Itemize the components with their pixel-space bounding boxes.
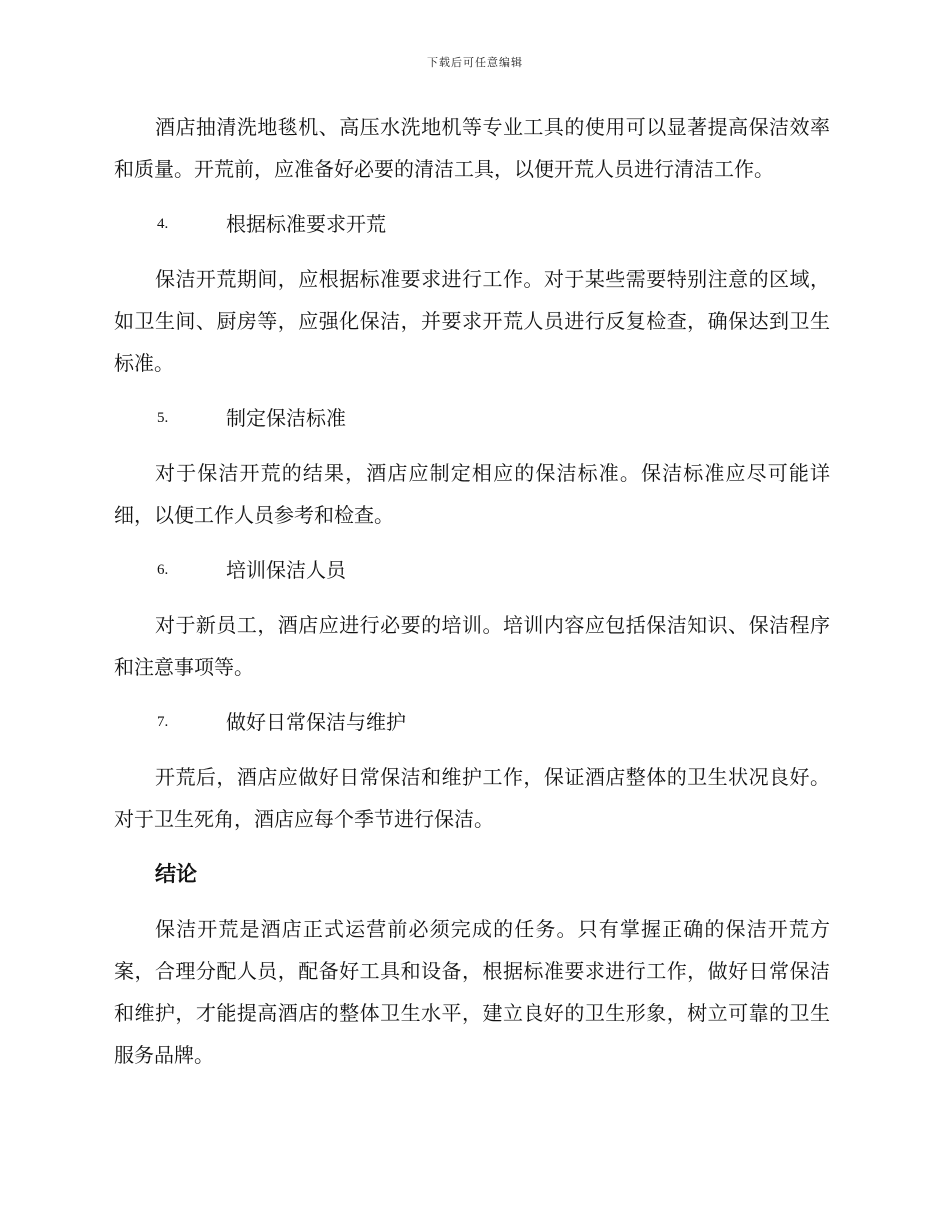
list-number: 6. [157, 562, 169, 578]
conclusion-heading: 结论 [155, 861, 197, 886]
list-number: 5. [157, 410, 169, 426]
paragraph-cleaning-tools: 酒店抽清洗地毯机、高压水洗地机等专业工具的使用可以显著提高保洁效率和质量。开荒前，应准备好必要的清洁工具，以便开荒人员进行清洁工作。 [114, 115, 830, 181]
list-item-title: 制定保洁标准 [226, 406, 346, 430]
list-item-6 [114, 549, 830, 591]
list-item-title: 培训保洁人员 [226, 558, 346, 582]
document-body [114, 106, 830, 1089]
list-item-5 [114, 397, 830, 439]
paragraph-daily-maintenance: 开荒后，酒店应做好日常保洁和维护工作，保证酒店整体的卫生状况良好。对于卫生死角，酒店应每个季节进行保洁。 [114, 765, 830, 831]
list-item-title: 根据标准要求开荒 [226, 212, 386, 236]
paragraph-cleaning-standards: 对于保洁开荒的结果，酒店应制定相应的保洁标准。保洁标准应尽可能详细，以便工作人员参考和检查。 [114, 461, 830, 527]
paragraph-conclusion: 保洁开荒是酒店正式运营前必须完成的任务。只有掌握正确的保洁开荒方案，合理分配人员，配备好工具和设备，根据标准要求进行工作，做好日常保洁和维护，才能提高酒店的整体卫生水平，建立良好的卫生形象，树立可靠的卫生服务品牌。 [114, 917, 830, 1067]
page-header: 下载后可任意编辑 [427, 56, 523, 69]
list-item-title: 做好日常保洁与维护 [226, 710, 406, 734]
list-item-7 [114, 701, 830, 743]
list-item-4 [114, 203, 830, 245]
paragraph-staff-training: 对于新员工，酒店应进行必要的培训。培训内容应包括保洁知识、保洁程序和注意事项等。 [114, 613, 830, 679]
list-number: 7. [157, 714, 169, 730]
list-number: 4. [157, 216, 169, 232]
paragraph-standard-requirements: 保洁开荒期间，应根据标准要求进行工作。对于某些需要特别注意的区域，如卫生间、厨房等，应强化保洁，并要求开荒人员进行反复检查，确保达到卫生标准。 [114, 267, 830, 375]
